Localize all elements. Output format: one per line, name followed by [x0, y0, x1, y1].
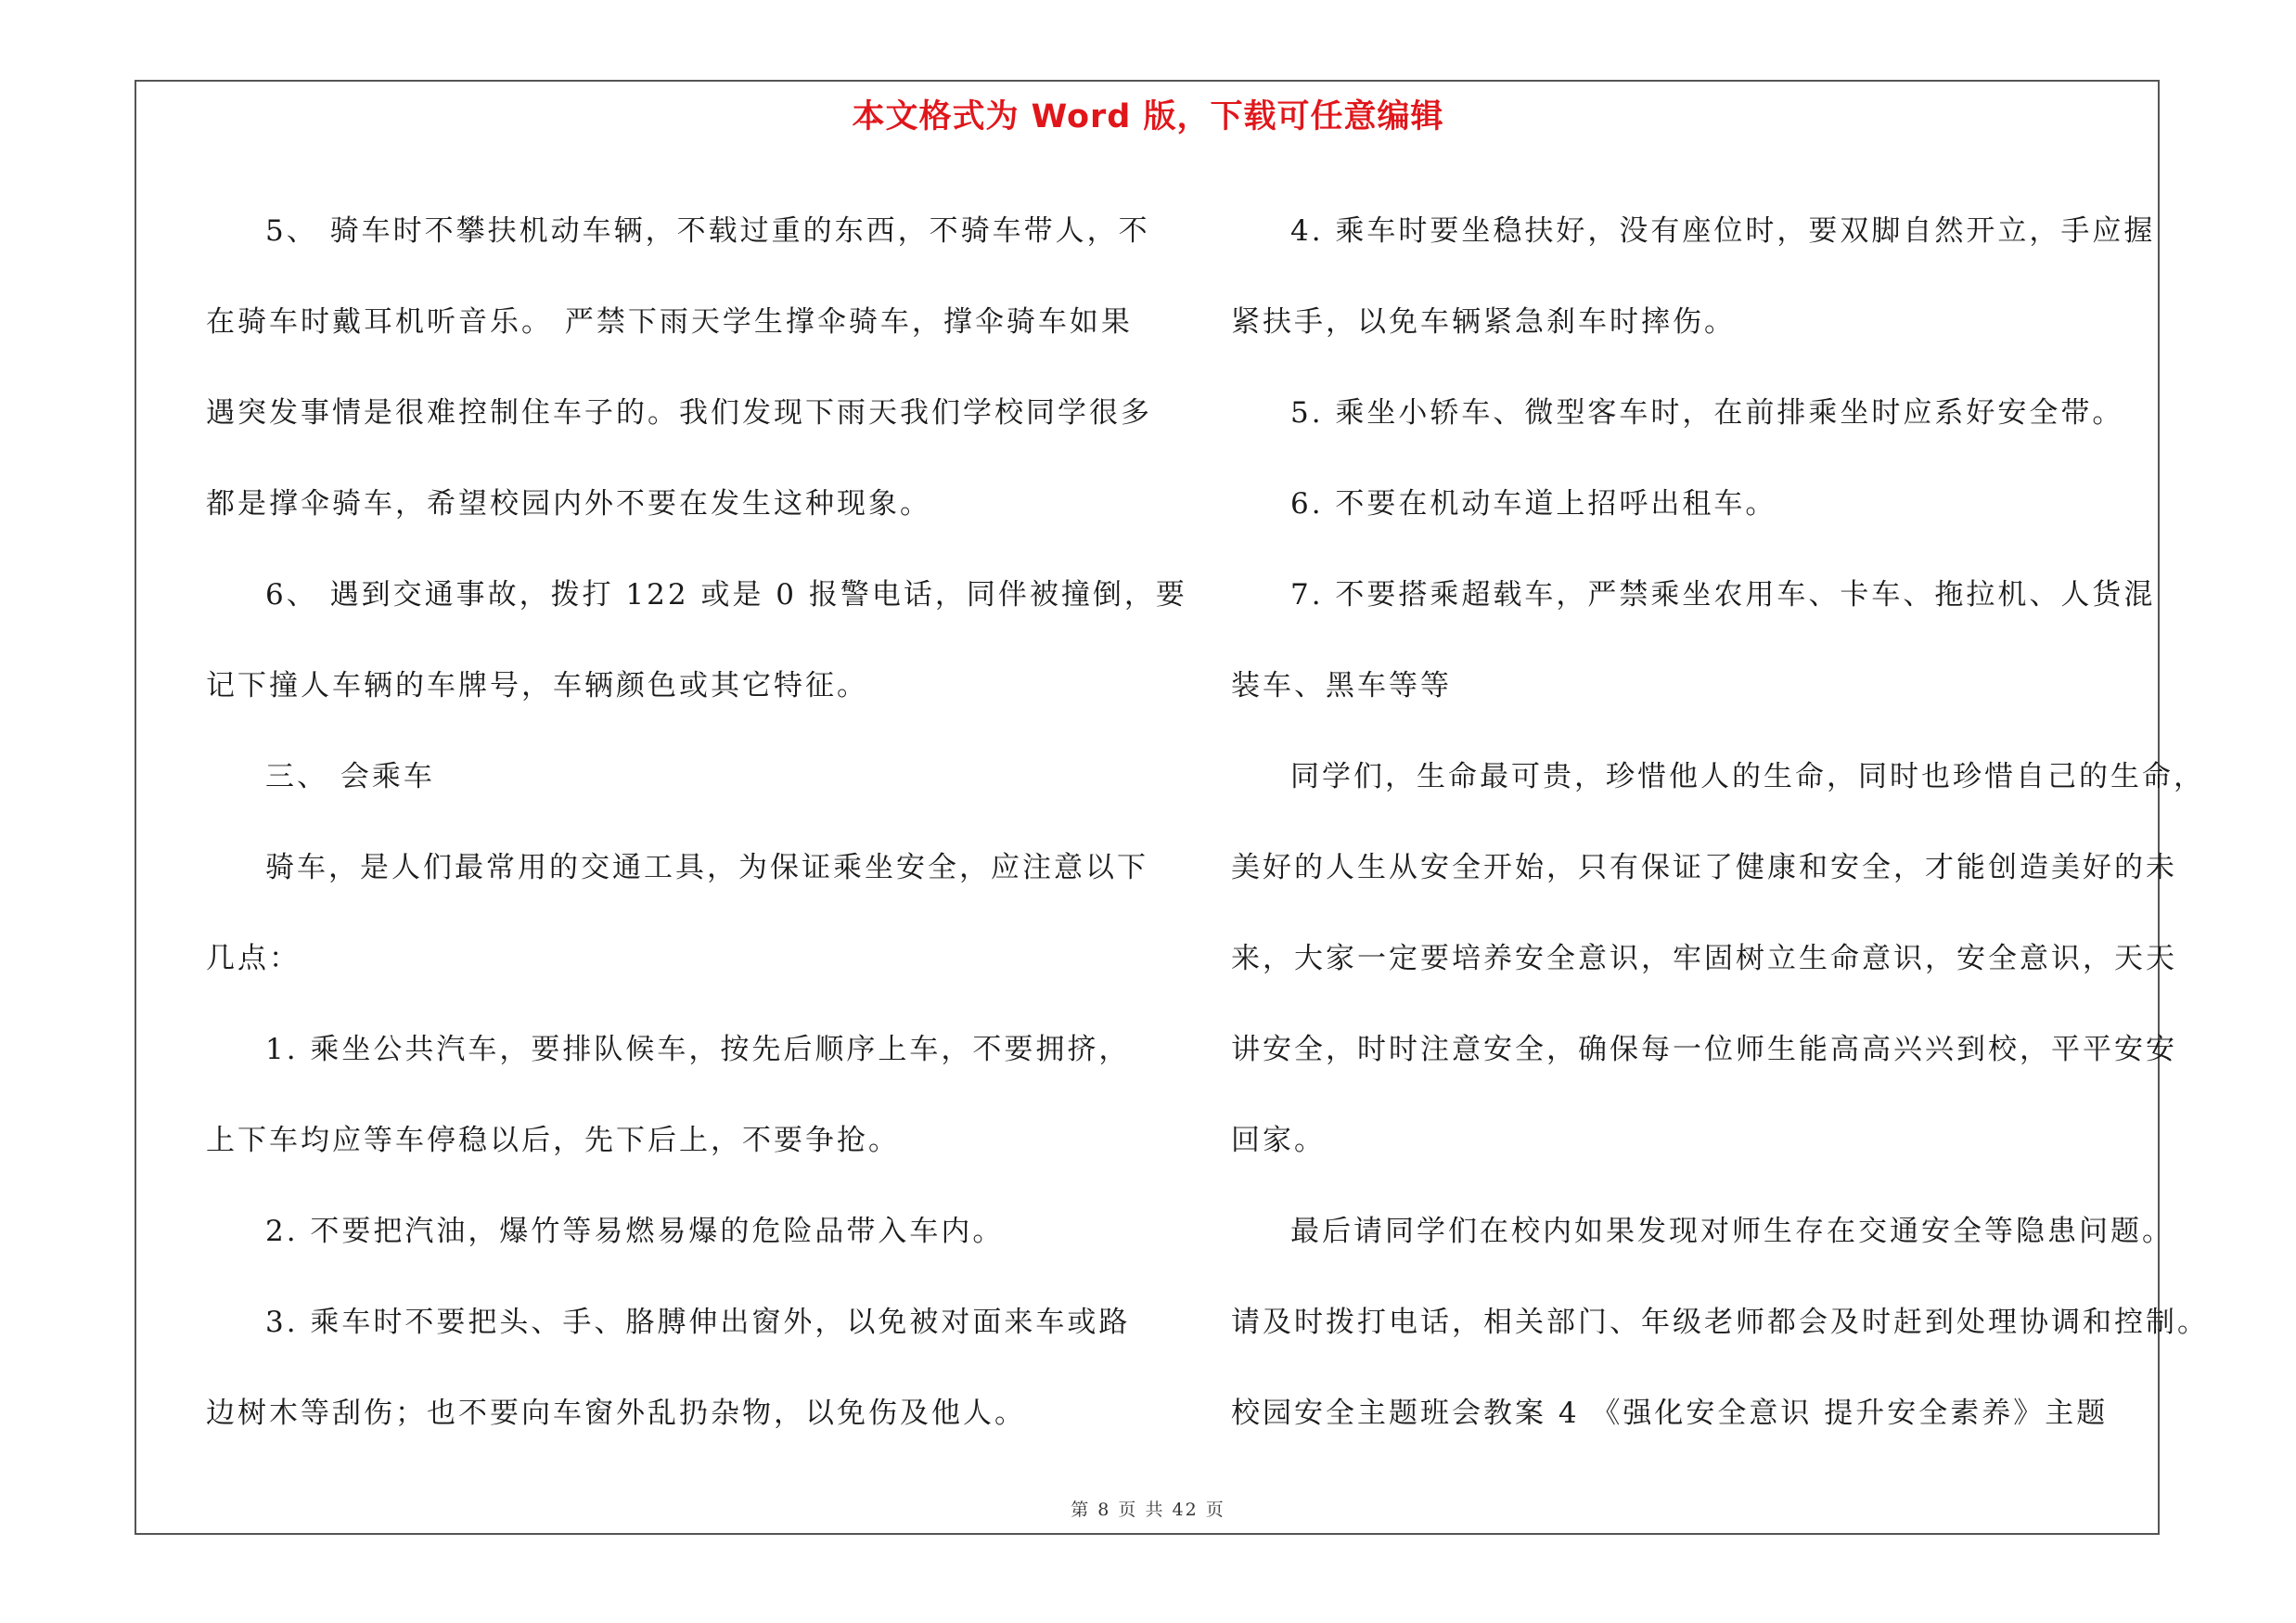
text-line: 紧扶手，以免车辆紧急刹车时摔伤。 [1231, 305, 1736, 339]
page-number-footer: 第 8 页 共 42 页 [1071, 1500, 1225, 1520]
text-line: 记下撞人车辆的车牌号，车辆颜色或其它特征。 [206, 669, 868, 702]
text-line: 在骑车时戴耳机听音乐。 严禁下雨天学生撑伞骑车，撑伞骑车如果 [206, 305, 1133, 339]
text-line: 装车、黑车等等 [1231, 669, 1452, 702]
text-line: 5、 骑车时不攀扶机动车辆，不载过重的东西，不骑车带人，不 [265, 214, 1150, 248]
text-line: 上下车均应等车停稳以后，先下后上，不要争抢。 [206, 1124, 900, 1157]
text-line: 骑车，是人们最常用的交通工具，为保证乘坐安全，应注意以下 [265, 851, 1148, 884]
text-line: 校园安全主题班会教案 4 《强化安全意识 提升安全素养》主题 [1231, 1397, 2109, 1430]
format-banner: 本文格式为 Word 版，下载可任意编辑 [852, 98, 1444, 135]
text-line: 同学们，生命最可贵，珍惜他人的生命，同时也珍惜自己的生命， [1290, 760, 2205, 793]
text-line: 5. 乘坐小轿车、微型客车时，在前排乘坐时应系好安全带。 [1290, 396, 2124, 430]
text-line: 2. 不要把汽油，爆竹等易燃易爆的危险品带入车内。 [265, 1215, 1005, 1248]
text-line: 美好的人生从安全开始，只有保证了健康和安全，才能创造美好的未 [1231, 851, 2177, 884]
text-line: 遇突发事情是很难控制住车子的。我们发现下雨天我们学校同学很多 [206, 396, 1152, 430]
text-line: 几点： [206, 942, 301, 975]
text-line: 7. 不要搭乘超载车，严禁乘坐农用车、卡车、拖拉机、人货混 [1290, 578, 2156, 612]
text-line: 最后请同学们在校内如果发现对师生存在交通安全等隐患问题。 [1290, 1215, 2174, 1248]
text-line: 讲安全，时时注意安全，确保每一位师生能高高兴兴到校，平平安安 [1231, 1033, 2177, 1066]
text-line: 回家。 [1231, 1124, 1326, 1157]
text-line: 6. 不要在机动车道上招呼出租车。 [1290, 487, 1777, 521]
text-line: 6、 遇到交通事故，拨打 122 或是 0 报警电话，同伴被撞倒，要 [265, 578, 1187, 612]
text-line: 来，大家一定要培养安全意识，牢固树立生命意识，安全意识，天天 [1231, 942, 2177, 975]
text-line: 3. 乘车时不要把头、手、胳膊伸出窗外，以免被对面来车或路 [265, 1306, 1131, 1339]
text-line: 都是撑伞骑车，希望校园内外不要在发生这种现象。 [206, 487, 931, 521]
right-column [1231, 186, 2209, 1459]
text-line: 4. 乘车时要坐稳扶好，没有座位时，要双脚自然开立，手应握 [1290, 214, 2156, 248]
left-column [206, 186, 1187, 1459]
text-line: 1. 乘坐公共汽车，要排队候车，按先后顺序上车，不要拥挤， [265, 1033, 1131, 1066]
text-line: 边树木等刮伤；也不要向车窗外乱扔杂物，以免伤及他人。 [206, 1397, 1026, 1430]
text-line: 三、 会乘车 [265, 760, 435, 793]
text-line: 请及时拨打电话，相关部门、年级老师都会及时赶到处理协调和控制。 [1231, 1306, 2209, 1339]
